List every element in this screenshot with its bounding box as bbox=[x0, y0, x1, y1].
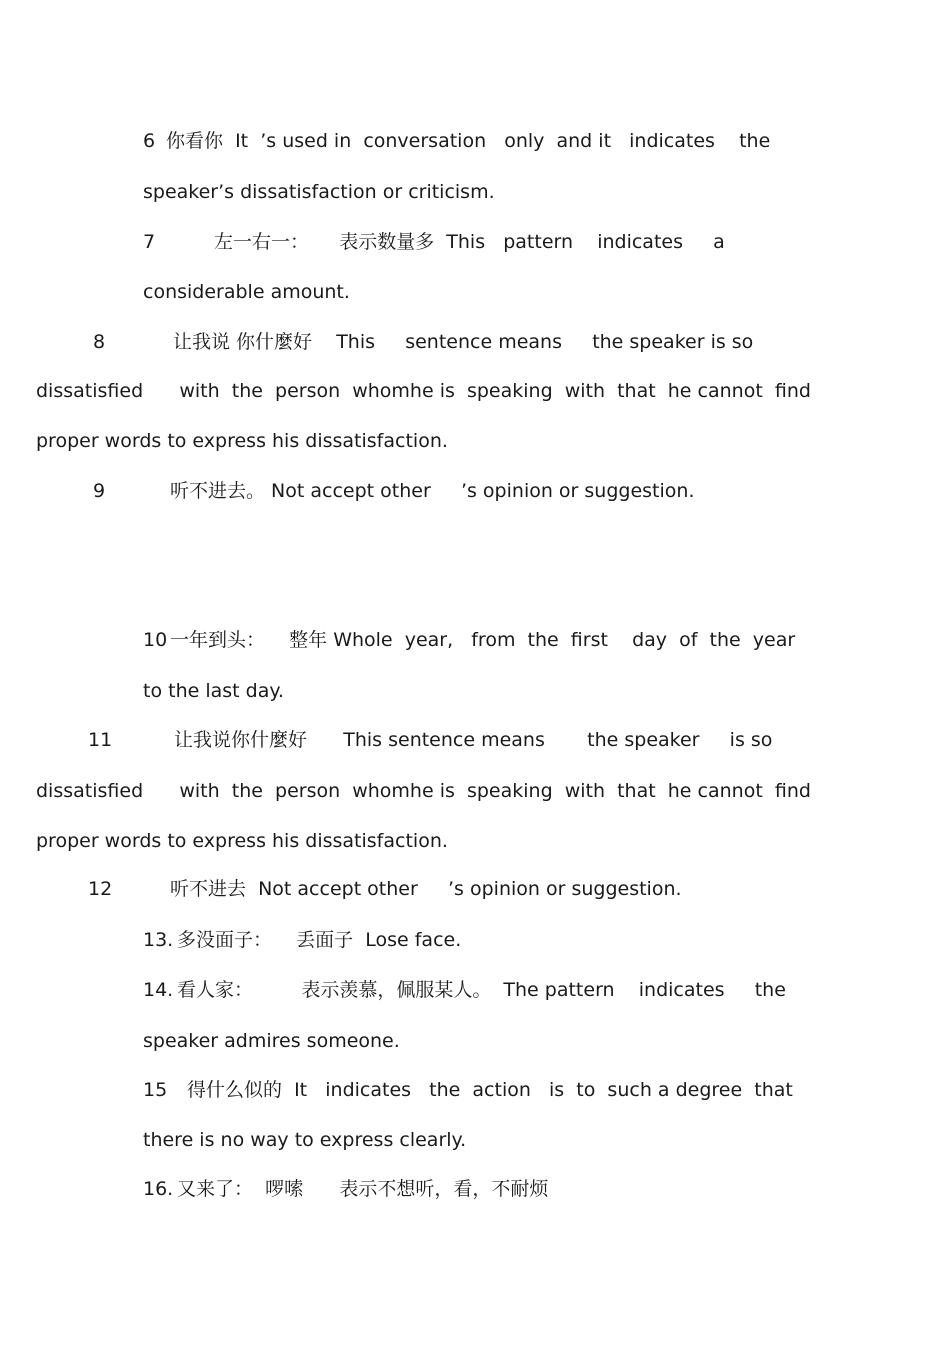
entry-7-line-1: 左一右一： 表示数量多 This pattern indicates a bbox=[214, 231, 725, 253]
entry-13-line-1: 多没面子： 丢面子 Lose face. bbox=[177, 929, 462, 951]
entry-13-number: 13. bbox=[143, 929, 174, 951]
entry-11-line-3: proper words to express his dissatisfaction. bbox=[36, 830, 448, 852]
entry-11-line-2: dissatisfied with the person whomhe is speaking with that he cannot find bbox=[36, 780, 811, 802]
entry-8-line-3: proper words to express his dissatisfaction. bbox=[36, 430, 448, 452]
entry-9-line-1: 听不进去。 Not accept other ’s opinion or suggestion. bbox=[170, 480, 695, 502]
entry-10-line-1: 一年到头： 整年 Whole year, from the first day of the year bbox=[170, 629, 796, 651]
entry-8-line-2: dissatisfied with the person whomhe is speaking with that he cannot find bbox=[36, 380, 811, 402]
entry-6-number: 6 bbox=[143, 130, 156, 152]
entry-10-line-2: to the last day. bbox=[143, 680, 284, 702]
entry-15-number: 15 bbox=[143, 1079, 168, 1101]
entry-7-number: 7 bbox=[143, 231, 156, 253]
entry-11-number: 11 bbox=[88, 729, 113, 751]
entry-12-number: 12 bbox=[88, 878, 113, 900]
entry-12-line-1: 听不进去 Not accept other ’s opinion or suggestion. bbox=[170, 878, 682, 900]
entry-11-line-1: 让我说你什麼好 This sentence means the speaker is so bbox=[174, 729, 773, 751]
entry-6-line-1: 你看你 It ’s used in conversation only and it indicates the bbox=[166, 130, 771, 152]
entry-15-line-2: there is no way to express clearly. bbox=[143, 1129, 467, 1151]
entry-8-line-1: 让我说 你什麼好 This sentence means the speaker is so bbox=[173, 331, 754, 353]
entry-15-line-1: 得什么似的 It indicates the action is to such a degree that bbox=[187, 1079, 793, 1101]
entry-14-number: 14. bbox=[143, 979, 174, 1001]
entry-9-number: 9 bbox=[93, 480, 106, 502]
entry-6-line-2: speaker’s dissatisfaction or criticism. bbox=[143, 181, 495, 203]
entry-14-line-1: 看人家： 表示羡慕，佩服某人。 The pattern indicates the bbox=[177, 979, 786, 1001]
entry-16-line-1: 又来了： 啰嗦 表示不想听，看，不耐烦 bbox=[177, 1178, 549, 1200]
entry-14-line-2: speaker admires someone. bbox=[143, 1030, 400, 1052]
entry-16-number: 16. bbox=[143, 1178, 174, 1200]
entry-10-number: 10 bbox=[143, 629, 168, 651]
entry-7-line-2: considerable amount. bbox=[143, 281, 350, 303]
entry-8-number: 8 bbox=[93, 331, 106, 353]
